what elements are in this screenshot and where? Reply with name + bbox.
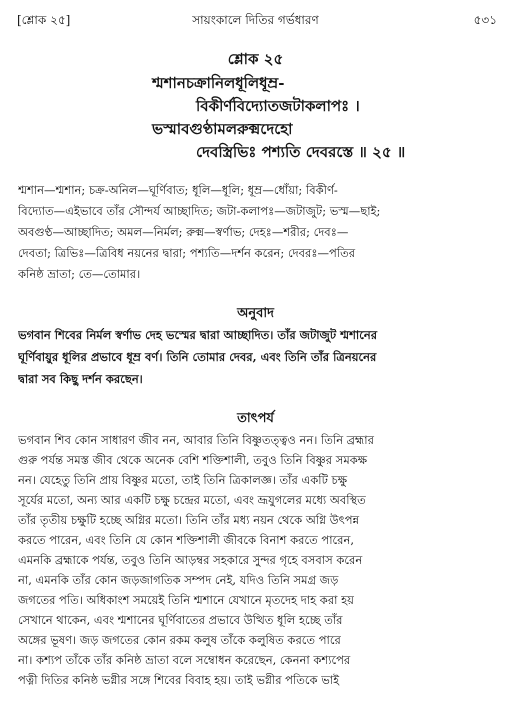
verse-line: শ্মশানচক্রানিলধূলিধূম্র- [152, 74, 285, 92]
purport-line: গুরু পর্যন্ত সমস্ত জীব থেকে অনেক বেশি শক্তিশালী, তবুও তিনি বিষ্ণুর সমকক্ষ [18, 453, 368, 467]
purport-line: জগতের পতি। অধিকাংশ সময়েই তিনি শ্মশানে যেখানে মৃতদেহ দাহ করা হয় [18, 593, 354, 607]
purport-line: অঙ্গের ভূষণ। জড় জগতের কোন রকম কলুষ তাঁকে কলুষিত করতে পারে [18, 633, 341, 647]
purport-line: না, এমনকি তাঁর কোন জড়জাগতিক সম্পদ নেই, যদিও তিনি সমগ্র জড় [18, 573, 339, 587]
running-header-chapter-title: সায়ংকালে দিতির গর্ভধারণ [192, 13, 319, 27]
purport-line: সেখানে থাকেন, এবং শ্মশানের ঘূর্ণিবাতের প্রভাবে উত্থিত ধূলি হচ্ছে তাঁর [18, 613, 343, 627]
verse-title: শ্লোক ২৫ [227, 50, 284, 68]
verse-line: বিকীর্ণবিদ্যোতজটাকলাপঃ । [196, 97, 360, 115]
synonym-line: বিদ্যোত—এইভাবে তাঁর সৌন্দর্য আচ্ছাদিত; জটা-কলাপঃ—জটাজুট; ভস্ম—ছাই; [18, 204, 381, 218]
verse-line: দেবস্ত্রিভিঃ পশ্যতি দেবরস্তে ॥ ২৫ ॥ [196, 143, 406, 161]
purport-heading: তাৎপর্য [237, 411, 274, 426]
synonym-line: শ্মশান—শ্মশান; চক্র-অনিল—ঘূর্ণিবাত; ধূলি—ধূলি; ধূম্র—ধোঁয়া; বিকীর্ণ- [18, 183, 338, 197]
translation-line: ভগবান শিবের নির্মল স্বর্ণাভ দেহ ভস্মের দ্বারা আচ্ছাদিত। তাঁর জটাজুট শ্মশানের [18, 328, 378, 342]
verse-line: ভস্মাবগুণ্ঠামলরুক্মদেহো [152, 120, 293, 138]
purport-line: সূর্যের মতো, অন্য আর একটি চক্ষু চন্দ্রের মতো, এবং ভ্রূযুগলের মধ্যে অবস্থিত [18, 493, 366, 507]
running-header-verse-ref: [শ্লোক ২৫] [17, 13, 71, 27]
synonym-line: কনিষ্ঠ ভ্রাতা; তে—তোমার। [18, 267, 141, 281]
purport-line: করতে পারেন, এবং তিনি যে কোন শক্তিশালী জীবকে বিনাশ করতে পারেন, [18, 533, 354, 547]
translation-line: দ্বারা সব কিছু দর্শন করছেন। [18, 372, 143, 386]
purport-line: ভগবান শিব কোন সাধারণ জীব নন, আবার তিনি বিষ্ণুতত্ত্বও নন। তিনি ব্রহ্মার [18, 433, 374, 447]
purport-line: না। কশ্যপ তাঁকে তাঁর কনিষ্ঠ ভ্রাতা বলে সম্বোধন করেছেন, কেননা কশ্যপের [18, 653, 351, 667]
synonym-line: অবগুণ্ঠ—আচ্ছাদিত; অমল—নির্মল; রুক্ম—স্বর্ণাভ; দেহঃ—শরীর; দেবঃ— [18, 225, 349, 239]
purport-line: এমনকি ব্রহ্মাকে পর্যন্ত, তবুও তিনি আড়ম্বর সহকারে সুন্দর গৃহে বসবাস করেন [18, 553, 363, 567]
translation-heading: অনুবাদ [237, 306, 274, 321]
synonym-line: দেবতা; ত্রিভিঃ—ত্রিবিধ নয়নের দ্বারা; পশ্যতি—দর্শন করেন; দেবরঃ—পতির [18, 246, 356, 260]
purport-line: পত্নী দিতির কনিষ্ঠ ভগ্নীর সঙ্গে শিবের বিবাহ হয়। তাই ভগ্নীর পতিকে ভাই [18, 673, 340, 687]
page-number: ৫৩১ [473, 13, 497, 27]
purport-line: তাঁর তৃতীয় চক্ষুটি হচ্ছে অগ্নির মতো। তিনি তাঁর মধ্য নয়ন থেকে অগ্নি উৎপন্ন [18, 513, 360, 527]
translation-line: ঘূর্ণিবায়ুর ধূলির প্রভাবে ধূম্র বর্ণ। তিনি তোমার দেবর, এবং তিনি তাঁর ত্রিনয়নের [18, 350, 377, 364]
purport-line: নন। যেহেতু তিনি প্রায় বিষ্ণুর মতো, তাই তিনি ত্রিকালজ্ঞ। তাঁর একটি চক্ষু [18, 473, 348, 487]
